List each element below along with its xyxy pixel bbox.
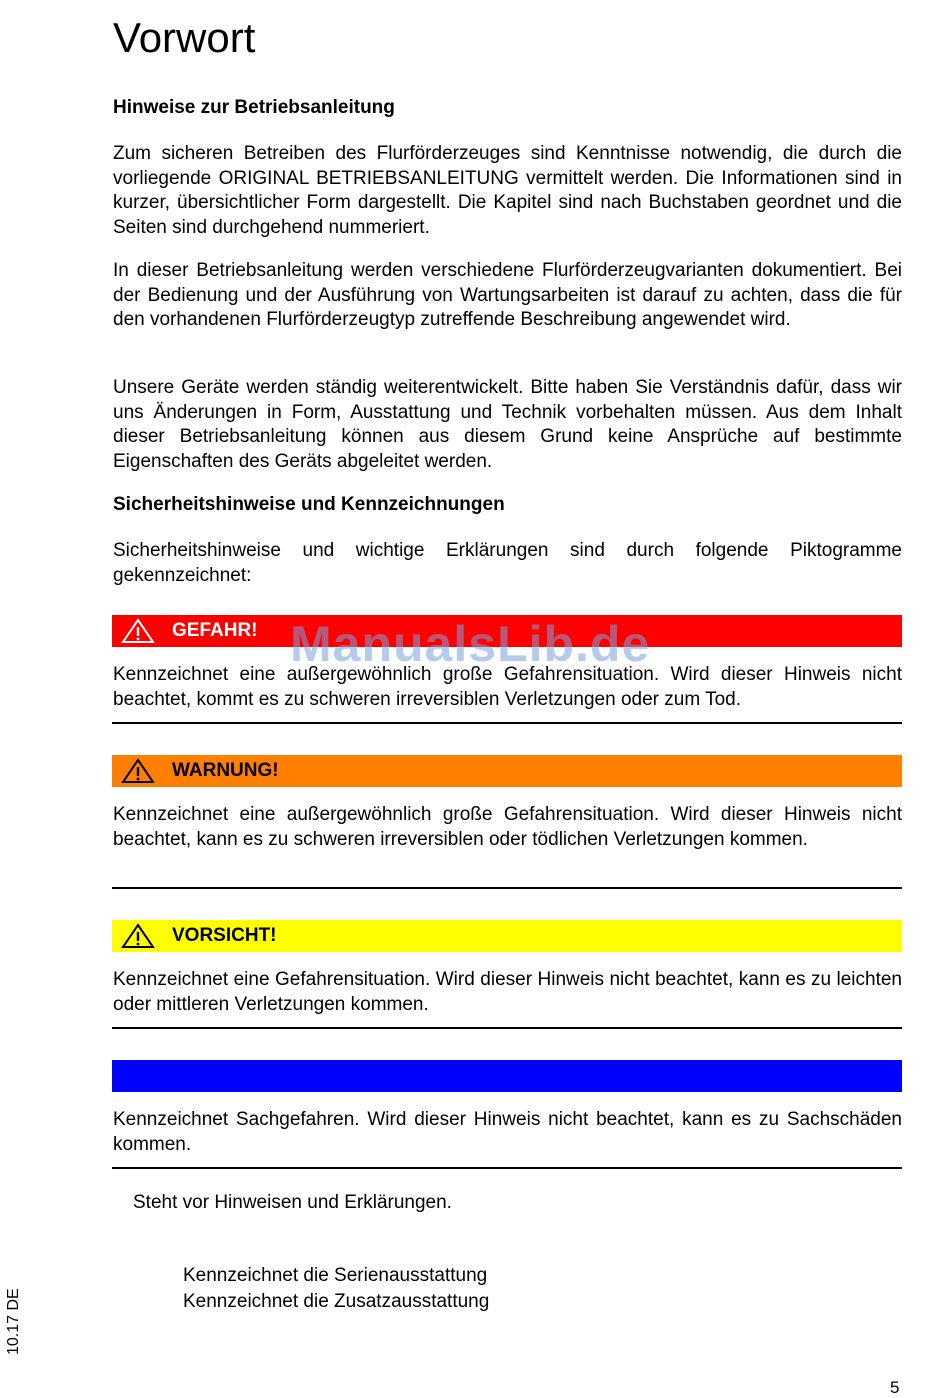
caution-label: VORSICHT! — [172, 925, 277, 946]
warning-bar — [112, 755, 902, 787]
paragraph-development: Unsere Geräte werden ständig weiterentwickelt. Bitte haben Sie Verständnis dafür, dass wir uns Änderungen in Form, Ausstattung und Technik vorbehalten müssen. Aus dem Inhalt dieser Betriebsanleitung können aus diesem Grund keine Ansprüche auf bestimmte Eigenschaften des Geräts abgeleitet werden. — [113, 377, 902, 472]
paragraph-pictograms: Sicherheitshinweise und wichtige Erklärungen sind durch folgende Piktogramme gekennzeichnet: — [113, 540, 902, 586]
divider — [112, 722, 902, 724]
section-heading-safety: Sicherheitshinweise und Kennzeichnungen — [113, 494, 505, 515]
page-title: Vorwort — [113, 14, 256, 61]
standard-equipment-text: Kennzeichnet die Serienausstattung — [183, 1265, 488, 1286]
info-note: Steht vor Hinweisen und Erklärungen. — [133, 1192, 452, 1213]
paragraph-variants: In dieser Betriebsanleitung werden verschiedene Flurförderzeugvarianten dokumentiert. Bei der Bedienung und der Ausführung von Wartungsarbeiten ist darauf zu achten, dass die für den vorhandenen Flurförderzeugtyp zutreffende Beschreibung angewendet wird. — [113, 260, 902, 331]
notice-bar — [112, 1060, 902, 1092]
warning-triangle-icon — [121, 758, 155, 784]
caution-bar — [112, 920, 902, 952]
danger-text: Kennzeichnet eine außergewöhnlich große Gefahrensituation. Wird dieser Hinweis nicht beachtet, kommt es zu schweren irreversiblen Verletzungen oder zum Tod. — [113, 664, 902, 710]
warning-text: Kennzeichnet eine außergewöhnlich große Gefahrensituation. Wird dieser Hinweis nicht beachtet, kann es zu schweren irreversiblen oder tödlichen Verletzungen kommen. — [113, 804, 902, 850]
warning-triangle-icon — [121, 618, 155, 644]
danger-label: GEFAHR! — [172, 620, 258, 641]
optional-equipment-text: Kennzeichnet die Zusatzausstattung — [183, 1291, 490, 1312]
warning-triangle-icon — [121, 923, 155, 949]
page-number: 5 — [890, 1378, 900, 1397]
warning-label: WARNUNG! — [172, 760, 279, 781]
paragraph-knowledge: Zum sicheren Betreiben des Flurförderzeuges sind Kenntnisse notwendig, die durch die vorliegende ORIGINAL BETRIEBSANLEITUNG vermittelt werden. Die Informationen sind in kurzer, übersichtlicher Form dargestellt. Die Kapitel sind nach Buchstaben geordnet und die Seiten sind durchgehend nummeriert. — [113, 143, 902, 238]
watermark: ManualsLib.de — [290, 616, 651, 672]
section-heading-operating-instructions: Hinweise zur Betriebsanleitung — [113, 97, 395, 118]
notice-text: Kennzeichnet Sachgefahren. Wird dieser Hinweis nicht beachtet, kann es zu Sachschäden kommen. — [113, 1109, 902, 1155]
divider — [112, 887, 902, 889]
divider — [112, 1167, 902, 1169]
caution-text: Kennzeichnet eine Gefahrensituation. Wird dieser Hinweis nicht beachtet, kann es zu leichten oder mittleren Verletzungen kommen. — [113, 969, 902, 1015]
edition-label: 10.17 DE — [5, 1288, 22, 1355]
divider — [112, 1027, 902, 1029]
